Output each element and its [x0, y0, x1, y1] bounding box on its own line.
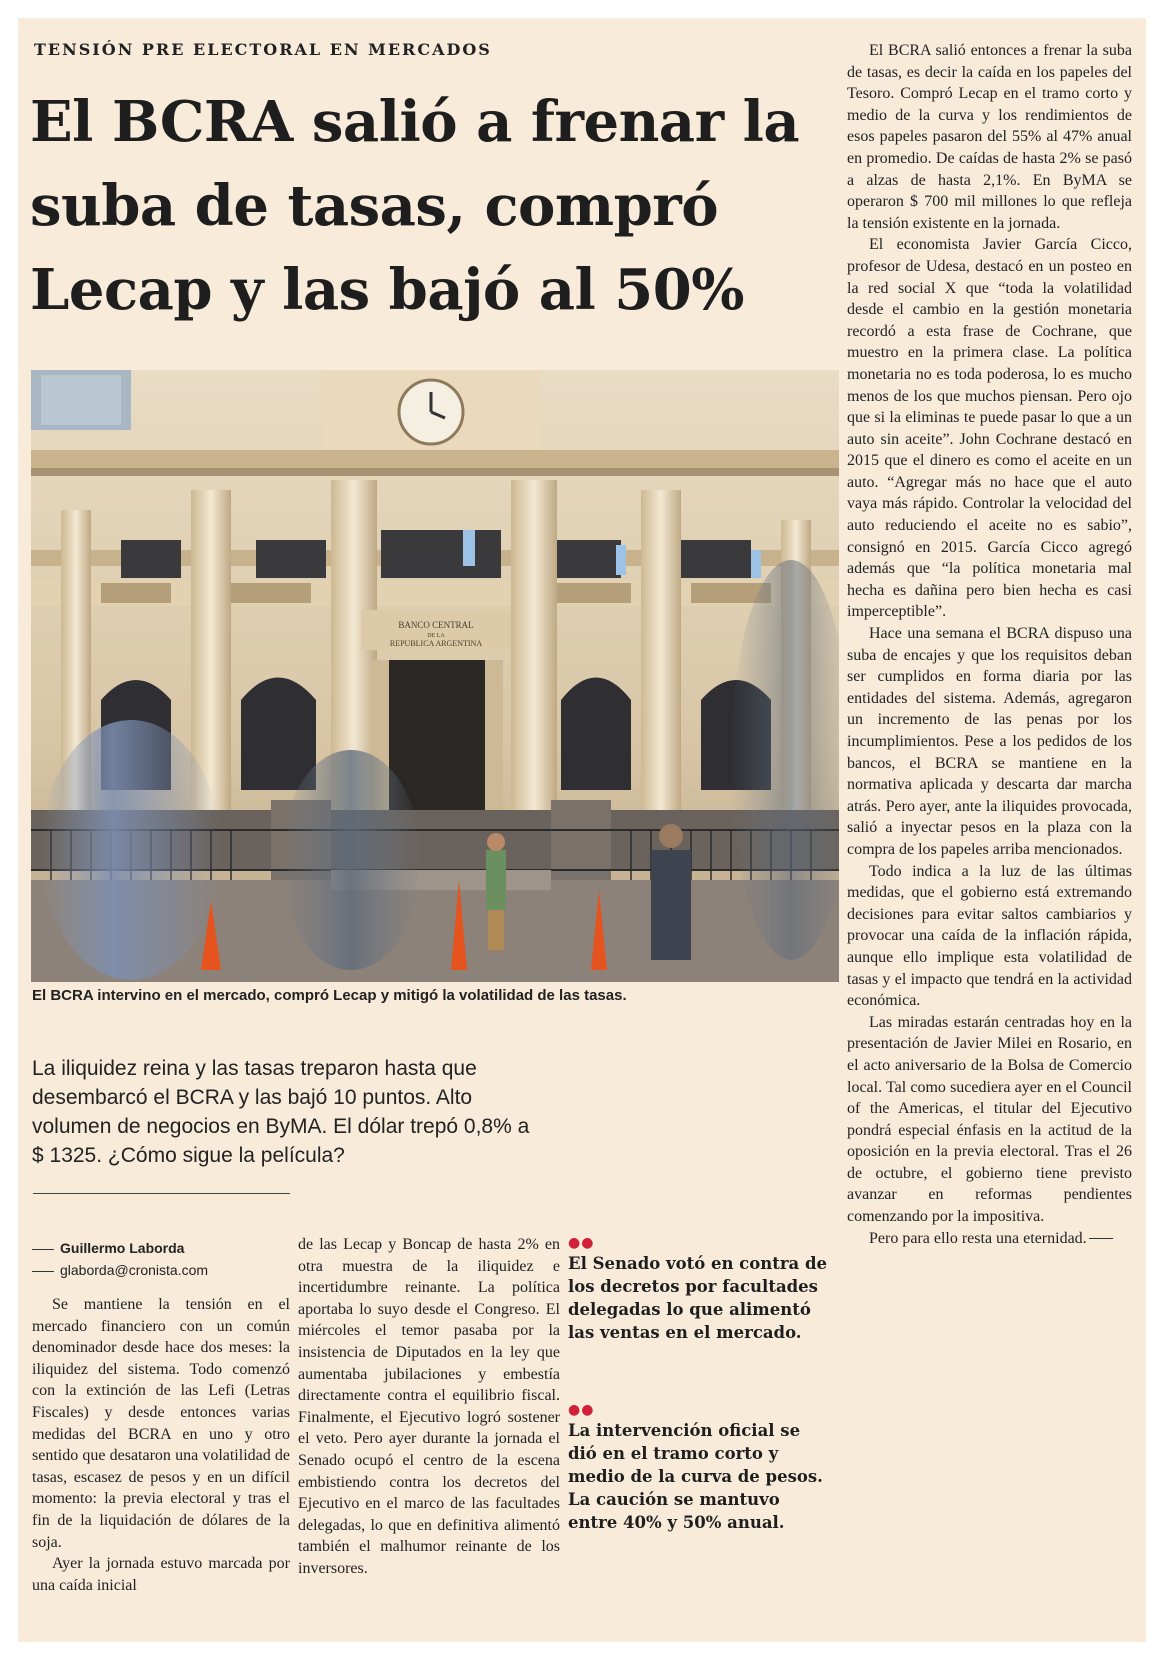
end-mark: [1089, 1238, 1113, 1239]
headline: El BCRA salió a frenar la suba de tasas, compró Lecap y las bajó al 50%: [30, 89, 800, 323]
body-paragraph: Ayer la jornada estuvo marcada por una caída inicial: [32, 1555, 290, 1594]
author-email[interactable]: glaborda@cronista.com: [60, 1262, 209, 1278]
pullquote-text: La intervención oficial se dió en el tramo corto y medio de la curva de pesos. La caución se mantuvo entre 40% y 50% anual.: [568, 1421, 823, 1532]
body-column-2: [298, 1234, 560, 1580]
dek-divider: [33, 1193, 290, 1194]
body-paragraph: de las Lecap y Boncap de hasta 2% en otra muestra de la iliquidez e incertidumbre reinante. La política aportaba lo suyo desde el Congreso. El miércoles el temor pasaba por la insistencia de Diputados en la ley que aumentaba jubilaciones y embestía directamente contra el equilibrio fiscal. Finalmente, el Ejecutivo logró sostener el veto. Pero ayer durante la jornada el Senado ocupó el centro de la escena embistiendo contra los decretos del Ejecutivo en el marco de las facultades delegadas, lo que en definitiva alimentó también el malhumor reinante de los inversores.: [298, 1236, 560, 1577]
body-paragraph: Hace una semana el BCRA dispuso una suba de encajes y que los requisitos deban ser cumplidos en forma diaria por las entidades del sistema. Además, agregaron un incremento de las penas por los incumplimientos. Pese a los pedidos de los bancos, el BCRA se mantiene en la normativa aplicada y descarta dar marcha atrás. Pero ayer, ante la iliquides provocada, salió a inyectar pesos en la plaza con la compra de los papeles arriba mencionados.: [847, 625, 1132, 858]
body-paragraph: El economista Javier García Cicco, profesor de Udesa, destacó en un posteo en la red social X que “toda la volatilidad desde el cambio en la gestión monetaria recordó a esta frase de Cochrane, que muestro en la primera clase. La política monetaria no es toda poderosa, lo es mucho menos de los que muchos piensan. Pero ojo que si la eliminas te puede pasar lo que a un auto sin aceite”. John Cochrane destacó en 2015 que el dinero es como el aceite en un auto. “Agregar más no hace que el auto vaya más rápido. Controlar la velocidad del auto reduciendo el aceite no es sabio”, consignó en 2015. García Cicco agregó además que “la política monetaria mal hecha es dañina pero bien hecha es casi imperceptible”.: [847, 236, 1132, 621]
body-paragraph: El BCRA salió entonces a frenar la suba de tasas, es decir la caída en los papeles del Tesoro. Compró Lecap en el tramo corto y medio de la curva y los rendimientos de esos papeles pasaron del 55% al 47% anual en promedio. De caídas de hasta 2% se pasó a alzas de hasta 2,1%. En ByMA se operaron $ 700 mil millones lo que refleja la tensión existente en la jornada.: [847, 42, 1132, 232]
byline-dash: [32, 1271, 54, 1272]
body-paragraph: Las miradas estarán centradas hoy en la presentación de Javier Milei en Rosario, en el acto aniversario de la Bolsa de Comercio local. Tal como sucediera ayer en el Council of the Americas, el titular del Ejecutivo pondrá especial énfasis en la actitud de la oposición en la previa electoral. Tras el 26 de octubre, el gobierno tiene previsto avanzar en reformas pendientes comenzando por la impositiva.: [847, 1013, 1132, 1226]
pullquote-bullets-icon: ●●: [568, 1235, 595, 1251]
pullquote-senado: [568, 1236, 830, 1344]
section-kicker: TENSIÓN PRE ELECTORAL EN MERCADOS: [34, 40, 492, 59]
photo-caption: El BCRA intervino en el mercado, compró Lecap y mitigó la volatilidad de las tasas.: [32, 987, 627, 1004]
bcra-building-photo: [31, 370, 839, 982]
body-column-1: [32, 1294, 290, 1596]
sign-text-3: REPUBLICA ARGENTINA: [389, 639, 483, 648]
sign-text-2: DE LA: [427, 633, 445, 639]
author-name: Guillermo Laborda: [60, 1240, 185, 1256]
body-paragraph: Se mantiene la tensión en el mercado financiero con un común denominador desde hace dos meses: la iliquidez del sistema. Todo comenzó con la extinción de las Lefi (Letras Fiscales) y desde entonces varias medidas del BCRA en uno y otro sentido que desataron una volatilidad de tasas, escasez de pesos y en un difícil momento: la previa electoral y tras el fin de la liquidación de dólares de la soja.: [32, 1296, 290, 1551]
pullquote-text: El Senado votó en contra de los decretos por facultades delegadas lo que alimentó las ventas en el mercado.: [568, 1254, 828, 1342]
pullquote-bullets-icon: ●●: [568, 1402, 595, 1418]
newspaper-page: [18, 18, 1146, 1642]
body-paragraph-last: [847, 1228, 1132, 1250]
byline: [32, 1237, 302, 1281]
body-column-right: [847, 40, 1132, 1249]
pullquote-intervencion: [568, 1403, 830, 1534]
sign-text-1: BANCO CENTRAL: [398, 620, 474, 630]
body-paragraph: Todo indica a la luz de las últimas medidas, que el gobierno está extremando decisiones para evitar saltos cambiarios y provocar una caída de la inflación rápida, aunque ello implique esta volatilidad de tasas y el impacto que tendrá en la actividad económica.: [847, 862, 1132, 1010]
article-dek: La iliquidez reina y las tasas treparon hasta que desembarcó el BCRA y las bajó 10 puntos. Alto volumen de negocios en ByMA. El dólar trepó 0,8% a $ 1325. ¿Cómo sigue la película?: [32, 1057, 530, 1167]
byline-dash: [32, 1249, 54, 1250]
closing-text: Pero para ello resta una eternidad.: [869, 1229, 1087, 1247]
